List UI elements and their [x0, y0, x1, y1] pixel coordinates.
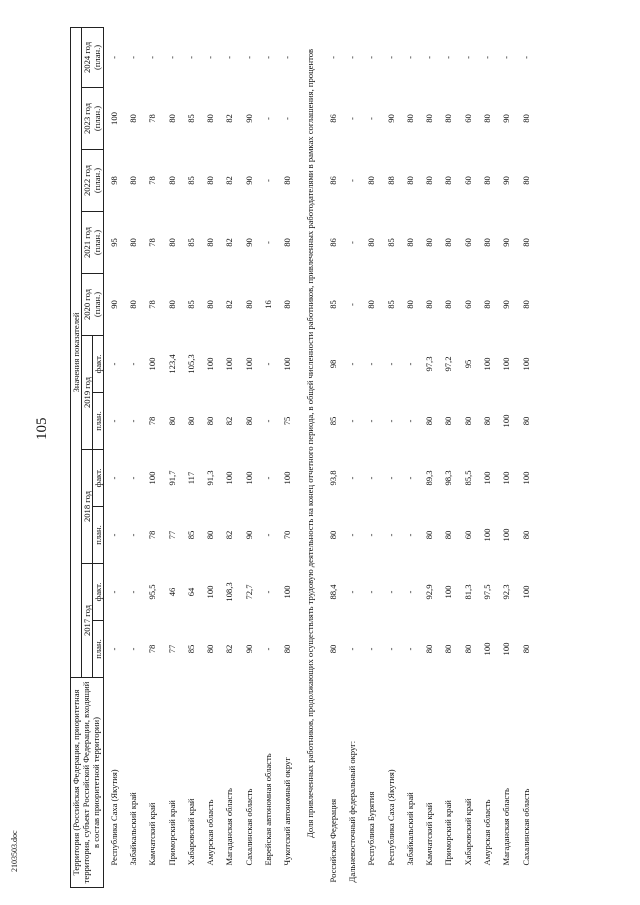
value-cell: 82: [224, 644, 235, 654]
value-cell: -: [263, 179, 274, 182]
value-cell: -: [366, 590, 377, 594]
value-cell: 78: [147, 644, 158, 654]
value-cell: 80: [481, 300, 492, 309]
value-cell: 91,7: [166, 470, 177, 486]
territory-name-cell: Забайкальский край: [127, 792, 138, 866]
plan-year-header: 2024 год (план.): [82, 27, 104, 87]
value-cell: 90: [385, 114, 396, 123]
value-cell: 100: [443, 585, 454, 599]
value-cell: -: [366, 117, 377, 120]
value-cell: 80: [424, 644, 435, 654]
value-cell: 98,3: [443, 470, 454, 486]
value-cell: -: [520, 56, 531, 59]
value-cell: 92,3: [501, 584, 512, 600]
value-cell: -: [224, 56, 235, 59]
value-cell: 80: [205, 176, 216, 185]
value-cell: -: [501, 56, 512, 59]
value-cell: 80: [481, 114, 492, 123]
value-cell: 80: [205, 416, 216, 426]
value-cell: -: [127, 476, 138, 480]
value-cell: 60: [462, 176, 473, 185]
value-cell: 89,3: [424, 470, 435, 486]
value-cell: 82: [224, 114, 235, 123]
value-cell: 80: [520, 644, 531, 654]
value-cell: 86: [327, 176, 338, 185]
subcol-header: факт.: [93, 564, 104, 621]
plan-year-header: 2020 год (план.): [82, 274, 104, 336]
value-cell: 100: [147, 357, 158, 371]
value-cell: 80: [462, 644, 473, 654]
value-cell: -: [166, 56, 177, 59]
plan-year-header: 2023 год (план.): [82, 88, 104, 150]
rotated-table-container: [70, 28, 580, 888]
value-cell: 80: [424, 300, 435, 309]
value-cell: 100: [520, 585, 531, 599]
value-cell: -: [108, 362, 119, 366]
value-cell: -: [346, 419, 357, 423]
value-cell: 80: [520, 416, 531, 426]
value-cell: 80: [282, 300, 293, 309]
plan-year-header: 2022 год (план.): [82, 150, 104, 212]
value-cell: 100: [481, 642, 492, 656]
value-cell: -: [404, 476, 415, 480]
value-cell: 100: [481, 528, 492, 542]
value-cell: 90: [243, 114, 254, 123]
value-cell: 80: [205, 644, 216, 654]
value-cell: 80: [327, 644, 338, 654]
value-cell: -: [108, 647, 119, 651]
value-cell: -: [263, 56, 274, 59]
table-row: [220, 27, 239, 887]
value-cell: -: [404, 362, 415, 366]
value-cell: 80: [127, 114, 138, 123]
value-cell: 80: [443, 238, 454, 247]
value-cell: -: [346, 117, 357, 120]
subcol-header: план.: [93, 393, 104, 450]
territory-name-cell: Хабаровский край: [185, 798, 196, 866]
value-cell: -: [443, 56, 454, 59]
value-cell: -: [385, 647, 396, 651]
table-row: [419, 27, 438, 887]
value-cell: 78: [147, 238, 158, 247]
value-cell: 81,3: [462, 584, 473, 600]
table-row: [104, 27, 124, 887]
value-cell: -: [108, 419, 119, 423]
value-cell: 85: [185, 644, 196, 654]
value-cell: -: [346, 56, 357, 59]
value-cell: 60: [462, 238, 473, 247]
value-cell: 97,2: [443, 356, 454, 372]
value-cell: 82: [224, 176, 235, 185]
value-cell: 70: [282, 530, 293, 540]
value-cell: 88: [385, 176, 396, 185]
value-cell: 78: [147, 114, 158, 123]
value-cell: 85: [185, 530, 196, 540]
value-cell: 80: [424, 176, 435, 185]
territory-header: Территория (Российская Федерация, приоритетная территория, субъект Российской Федерации, входящий в состав приоритетной территории): [71, 678, 104, 888]
value-cell: -: [263, 647, 274, 651]
territory-name-cell: Магаданская область: [501, 788, 512, 866]
table-row: [516, 27, 535, 887]
value-cell: 97,5: [481, 584, 492, 600]
territory-name-cell: Магаданская область: [224, 788, 235, 866]
value-cell: 100: [501, 414, 512, 428]
value-cell: -: [282, 56, 293, 59]
table-row: [258, 27, 277, 887]
value-cell: 77: [166, 530, 177, 540]
value-cell: -: [366, 476, 377, 480]
value-cell: 100: [481, 357, 492, 371]
value-cell: 80: [404, 300, 415, 309]
value-cell: 90: [501, 238, 512, 247]
value-cell: 78: [147, 300, 158, 309]
value-cell: -: [481, 56, 492, 59]
table-row: [181, 27, 200, 887]
value-cell: -: [127, 533, 138, 537]
value-cell: 80: [424, 238, 435, 247]
value-cell: -: [282, 117, 293, 120]
footer-file-code: 2103503.doc: [10, 830, 19, 872]
value-cell: -: [346, 241, 357, 244]
value-cell: 95: [108, 238, 119, 247]
value-cell: 85: [327, 300, 338, 309]
territory-name-cell: Камчатский край: [147, 802, 158, 866]
value-cell: 123,4: [166, 354, 177, 374]
value-cell: 80: [462, 416, 473, 426]
value-cell: 90: [501, 114, 512, 123]
value-cell: 100: [205, 585, 216, 599]
value-cell: 60: [462, 114, 473, 123]
value-cell: -: [327, 56, 338, 59]
subcol-header: план.: [93, 621, 104, 678]
value-cell: 80: [481, 416, 492, 426]
table-row: [143, 27, 162, 887]
value-cell: 90: [501, 176, 512, 185]
value-cell: -: [366, 533, 377, 537]
value-cell: 100: [282, 585, 293, 599]
value-cell: 80: [282, 238, 293, 247]
value-cell: 100: [501, 642, 512, 656]
value-cell: 93,8: [327, 470, 338, 486]
value-cell: -: [385, 362, 396, 366]
table-row: [123, 27, 142, 887]
value-cell: 80: [366, 176, 377, 185]
value-cell: 97,3: [424, 356, 435, 372]
subcol-header: факт.: [93, 450, 104, 507]
table-row: [477, 27, 496, 887]
value-cell: -: [462, 56, 473, 59]
value-cell: 95,5: [147, 584, 158, 600]
territory-name-cell: Республика Бурятия: [366, 791, 377, 866]
value-cell: 80: [443, 416, 454, 426]
table-row: [239, 27, 258, 887]
value-cell: 80: [205, 114, 216, 123]
value-cell: -: [127, 419, 138, 423]
value-cell: 80: [443, 300, 454, 309]
table-row: [458, 27, 477, 887]
value-cell: 90: [243, 644, 254, 654]
value-cell: 85,5: [462, 470, 473, 486]
page-number: 105: [34, 417, 50, 440]
value-cell: 80: [205, 238, 216, 247]
value-cell: 100: [147, 471, 158, 485]
table-row: [323, 27, 342, 887]
value-cell: -: [108, 56, 119, 59]
value-cell: 100: [501, 357, 512, 371]
value-cell: -: [346, 590, 357, 594]
value-cell: 80: [243, 416, 254, 426]
territory-name-cell: Амурская область: [205, 799, 216, 866]
value-cell: 100: [481, 471, 492, 485]
value-cell: -: [147, 56, 158, 59]
year-header: 2018 год: [82, 450, 93, 564]
value-cell: 100: [224, 357, 235, 371]
value-cell: 80: [127, 176, 138, 185]
value-cell: 80: [127, 238, 138, 247]
value-cell: 80: [205, 300, 216, 309]
value-cell: 86: [327, 238, 338, 247]
value-cell: 60: [462, 300, 473, 309]
territory-name-cell: Еврейская автономная область: [263, 753, 274, 866]
value-cell: -: [263, 419, 274, 423]
value-cell: -: [263, 117, 274, 120]
value-cell: 100: [520, 471, 531, 485]
territory-name-cell: Приморский край: [443, 800, 454, 866]
value-cell: -: [346, 179, 357, 182]
value-cell: 80: [166, 300, 177, 309]
table-row: [439, 27, 458, 887]
value-cell: 80: [282, 644, 293, 654]
table-row: [362, 27, 381, 887]
value-cell: 90: [243, 530, 254, 540]
value-cell: 80: [443, 114, 454, 123]
value-cell: 85: [385, 300, 396, 309]
value-cell: -: [346, 533, 357, 537]
value-cell: -: [346, 476, 357, 480]
value-cell: 98: [108, 176, 119, 185]
value-cell: 90: [108, 300, 119, 309]
value-cell: 80: [327, 530, 338, 540]
value-cell: -: [385, 533, 396, 537]
value-cell: 85: [327, 416, 338, 426]
value-cell: 85: [185, 238, 196, 247]
value-cell: 80: [366, 300, 377, 309]
value-cell: -: [404, 647, 415, 651]
territory-name-cell: Дальневосточный федеральный округ:: [346, 740, 357, 883]
year-header: 2017 год: [82, 564, 93, 678]
value-cell: -: [366, 419, 377, 423]
value-cell: 80: [243, 300, 254, 309]
value-cell: -: [385, 419, 396, 423]
value-cell: 64: [185, 587, 196, 597]
value-cell: 80: [424, 416, 435, 426]
value-cell: 46: [166, 587, 177, 597]
value-cell: 108,3: [224, 582, 235, 602]
value-cell: 100: [243, 357, 254, 371]
value-cell: -: [127, 647, 138, 651]
value-cell: 82: [224, 300, 235, 309]
value-cell: -: [346, 362, 357, 366]
territory-name-cell: Камчатский край: [424, 802, 435, 866]
value-cell: 105,3: [185, 354, 196, 374]
value-cell: 90: [243, 176, 254, 185]
value-cell: 100: [501, 471, 512, 485]
value-cell: 100: [224, 471, 235, 485]
table-header: [71, 27, 104, 887]
value-cell: 80: [404, 176, 415, 185]
value-cell: -: [108, 533, 119, 537]
territory-name-cell: Хабаровский край: [462, 798, 473, 866]
value-cell: 80: [205, 530, 216, 540]
value-cell: 88,4: [327, 584, 338, 600]
subcol-header: факт.: [93, 336, 104, 393]
value-cell: -: [366, 362, 377, 366]
value-cell: -: [108, 590, 119, 594]
value-cell: 82: [224, 416, 235, 426]
plan-year-header: 2021 год (план.): [82, 212, 104, 274]
value-cell: 100: [205, 357, 216, 371]
value-cell: -: [385, 476, 396, 480]
value-cell: -: [346, 303, 357, 306]
value-cell: 117: [185, 471, 196, 485]
value-cell: 100: [501, 528, 512, 542]
value-cell: 80: [443, 644, 454, 654]
section-row: [297, 27, 323, 887]
table-row: [497, 27, 516, 887]
value-cell: 60: [462, 530, 473, 540]
value-cell: -: [185, 56, 196, 59]
value-cell: -: [263, 362, 274, 366]
value-cell: -: [243, 56, 254, 59]
table-row: [278, 27, 297, 887]
indicators-table: [70, 27, 535, 888]
territory-name-cell: Республика Саха (Якутия): [385, 769, 396, 866]
value-cell: 80: [443, 176, 454, 185]
value-cell: -: [127, 56, 138, 59]
territory-name-cell: Российская Федерация: [327, 798, 338, 883]
value-cell: 80: [520, 530, 531, 540]
value-cell: 90: [243, 238, 254, 247]
value-cell: 80: [424, 114, 435, 123]
value-cell: 80: [404, 238, 415, 247]
value-cell: -: [366, 647, 377, 651]
territory-name-cell: Сахалинская область: [520, 788, 531, 866]
value-cell: 80: [127, 300, 138, 309]
value-cell: 85: [185, 176, 196, 185]
value-cell: 85: [185, 300, 196, 309]
value-cell: 100: [282, 471, 293, 485]
value-cell: 80: [481, 238, 492, 247]
value-cell: -: [205, 56, 216, 59]
territory-name-cell: Республика Саха (Якутия): [108, 769, 119, 866]
value-cell: 80: [481, 176, 492, 185]
value-cell: -: [385, 590, 396, 594]
value-cell: -: [346, 647, 357, 651]
value-cell: 75: [282, 416, 293, 426]
table-row: [342, 27, 361, 887]
value-cell: 98: [327, 359, 338, 369]
value-cell: 80: [520, 176, 531, 185]
value-cell: -: [127, 590, 138, 594]
value-cell: 80: [520, 300, 531, 309]
value-cell: 80: [166, 176, 177, 185]
value-cell: 86: [327, 114, 338, 123]
territory-name-cell: Чукотский автономный округ: [282, 757, 293, 866]
table-row: [400, 27, 419, 887]
values-group-header: Значения показателей: [71, 27, 82, 677]
value-cell: -: [108, 476, 119, 480]
value-cell: -: [424, 56, 435, 59]
year-header: 2019 год: [82, 336, 93, 450]
value-cell: 78: [147, 530, 158, 540]
value-cell: 80: [520, 238, 531, 247]
value-cell: -: [263, 590, 274, 594]
value-cell: 80: [424, 530, 435, 540]
value-cell: -: [404, 56, 415, 59]
value-cell: -: [404, 533, 415, 537]
value-cell: 80: [520, 114, 531, 123]
value-cell: 16: [263, 300, 274, 309]
value-cell: 92,9: [424, 584, 435, 600]
value-cell: 100: [243, 471, 254, 485]
territory-name-cell: Сахалинская область: [243, 788, 254, 866]
subcol-header: план.: [93, 507, 104, 564]
value-cell: 80: [166, 238, 177, 247]
value-cell: -: [263, 533, 274, 537]
value-cell: 85: [385, 238, 396, 247]
value-cell: 72,7: [243, 584, 254, 600]
table-body: [104, 27, 536, 887]
value-cell: 90: [501, 300, 512, 309]
territory-name-cell: Забайкальский край: [404, 792, 415, 866]
value-cell: -: [404, 590, 415, 594]
value-cell: 82: [224, 238, 235, 247]
value-cell: 80: [166, 114, 177, 123]
table-row: [200, 27, 219, 887]
value-cell: 80: [404, 114, 415, 123]
value-cell: 78: [147, 416, 158, 426]
value-cell: -: [404, 419, 415, 423]
value-cell: 85: [185, 114, 196, 123]
value-cell: 80: [443, 530, 454, 540]
table-row: [162, 27, 181, 887]
value-cell: -: [127, 362, 138, 366]
value-cell: -: [263, 476, 274, 480]
table-row: [381, 27, 400, 887]
value-cell: 100: [520, 357, 531, 371]
value-cell: 100: [282, 357, 293, 371]
value-cell: 82: [224, 530, 235, 540]
value-cell: 80: [166, 416, 177, 426]
value-cell: 78: [147, 176, 158, 185]
value-cell: 80: [282, 176, 293, 185]
territory-name-cell: Амурская область: [481, 799, 492, 866]
territory-name-cell: Приморский край: [166, 800, 177, 866]
section-title: Доля привлеченных работников, продолжающих осуществлять трудовую деятельность на конец отчетного периода, в общей численности работников, привлеченных работодателями в рамках соглашения, процентов: [304, 48, 315, 839]
value-cell: 77: [166, 644, 177, 654]
value-cell: 80: [185, 416, 196, 426]
value-cell: -: [263, 241, 274, 244]
value-cell: -: [385, 56, 396, 59]
value-cell: 100: [108, 112, 119, 125]
value-cell: 91,3: [205, 470, 216, 486]
value-cell: 95: [462, 359, 473, 369]
value-cell: 80: [366, 238, 377, 247]
value-cell: -: [366, 56, 377, 59]
